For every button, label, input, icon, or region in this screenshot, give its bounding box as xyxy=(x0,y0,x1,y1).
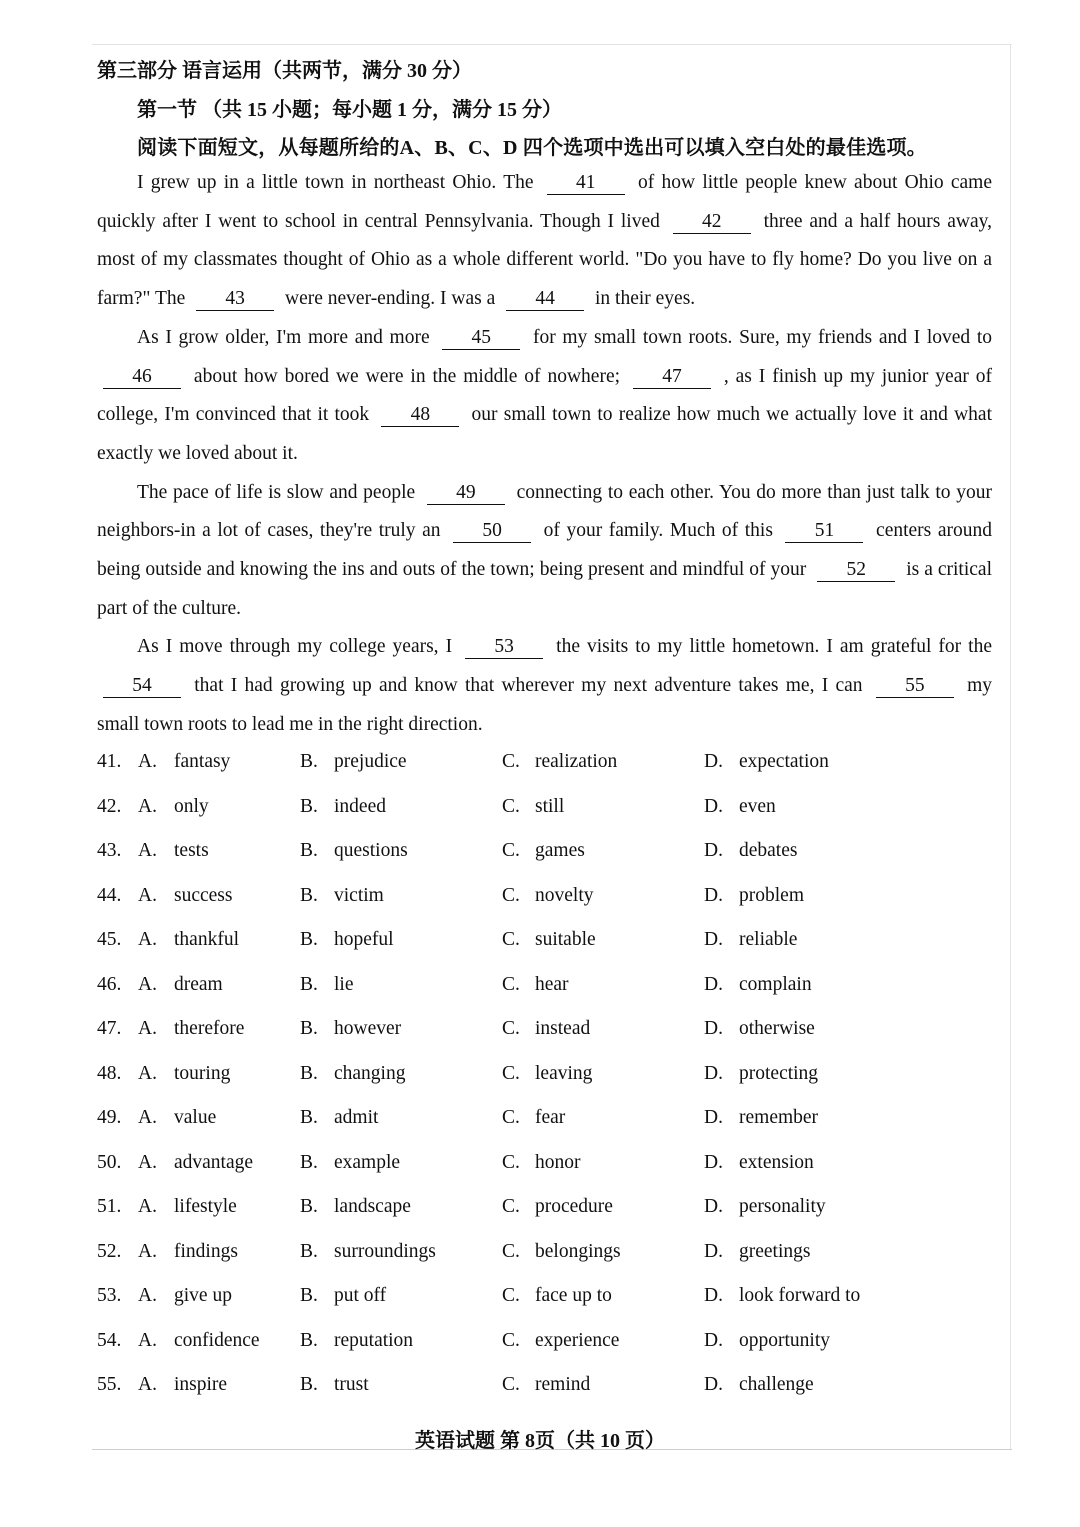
option-b: landscape xyxy=(334,1196,411,1217)
option-letter-c: C. xyxy=(502,1151,520,1173)
option-c: belongings xyxy=(535,1240,621,1262)
option-c: experience xyxy=(535,1329,620,1351)
blank-41: 41 xyxy=(547,172,625,195)
blank-48: 48 xyxy=(381,404,459,427)
option-a: fantasy xyxy=(174,751,231,772)
question-row xyxy=(97,1100,997,1145)
option-letter-d: D. xyxy=(704,929,723,950)
option-c: games xyxy=(535,840,585,861)
option-a: confidence xyxy=(174,1329,260,1351)
option-a: success xyxy=(174,884,233,906)
option-letter-d: D. xyxy=(704,1374,723,1395)
question-number: 53. xyxy=(97,1285,122,1306)
option-letter-d: D. xyxy=(704,973,723,995)
option-letter-c: C. xyxy=(502,840,520,861)
option-c: realization xyxy=(535,751,618,772)
blank-52: 52 xyxy=(817,559,895,582)
option-c: face up to xyxy=(535,1285,612,1306)
option-letter-a: A. xyxy=(138,751,157,772)
option-a: findings xyxy=(174,1240,238,1262)
option-letter-c: C. xyxy=(502,1018,520,1039)
option-letter-a: A. xyxy=(138,884,157,906)
paragraph-4: As I move through my college years, I 53 the visits to my little hometown. I am grateful for the 54 that I had growing up and know that wherever my next adventure takes me, I can 55 my small town roots to lead me in the right direction. xyxy=(97,636,992,735)
option-letter-b: B. xyxy=(300,1151,318,1173)
option-b: indeed xyxy=(334,795,386,817)
option-letter-d: D. xyxy=(704,1018,723,1039)
option-a: dream xyxy=(174,973,223,995)
option-letter-d: D. xyxy=(704,840,723,861)
option-letter-b: B. xyxy=(300,884,318,906)
option-a: advantage xyxy=(174,1151,254,1173)
blank-55: 55 xyxy=(876,675,954,698)
option-b: hopeful xyxy=(334,929,394,950)
option-letter-d: D. xyxy=(704,751,723,772)
option-b: changing xyxy=(334,1062,406,1084)
option-c: still xyxy=(535,795,565,817)
option-letter-b: B. xyxy=(300,973,318,995)
question-row xyxy=(97,1189,997,1234)
option-a: therefore xyxy=(174,1018,245,1039)
question-number: 51. xyxy=(97,1196,122,1217)
question-number: 44. xyxy=(97,884,122,906)
option-b: however xyxy=(334,1018,402,1039)
option-letter-a: A. xyxy=(138,1285,157,1306)
option-d: protecting xyxy=(739,1062,819,1084)
cloze-passage xyxy=(97,164,992,745)
option-a: thankful xyxy=(174,929,239,950)
option-letter-b: B. xyxy=(300,1062,318,1084)
option-c: instead xyxy=(535,1018,591,1039)
option-letter-a: A. xyxy=(138,1374,157,1395)
option-d: opportunity xyxy=(739,1329,830,1351)
option-d: greetings xyxy=(739,1240,811,1262)
blank-51: 51 xyxy=(785,520,863,543)
blank-47: 47 xyxy=(633,366,711,389)
question-row xyxy=(97,1234,997,1279)
option-c: novelty xyxy=(535,884,594,906)
question-number: 42. xyxy=(97,795,122,817)
option-c: honor xyxy=(535,1151,581,1173)
option-letter-c: C. xyxy=(502,795,520,817)
option-c: leaving xyxy=(535,1062,593,1084)
option-c: fear xyxy=(535,1107,566,1128)
question-row xyxy=(97,789,997,834)
option-b: admit xyxy=(334,1107,379,1128)
option-letter-a: A. xyxy=(138,840,157,861)
option-b: questions xyxy=(334,840,408,861)
option-d: even xyxy=(739,795,776,817)
option-b: victim xyxy=(334,884,384,906)
instructions: 阅读下面短文，从每题所给的A、B、C、D 四个选项中选出可以填入空白处的最佳选项。 xyxy=(137,137,927,159)
question-number: 55. xyxy=(97,1374,122,1395)
option-b: prejudice xyxy=(334,751,407,772)
option-b: surroundings xyxy=(334,1240,436,1262)
paragraph-3: The pace of life is slow and people 49 connecting to each other. You do more than just talk to your neighbors-in a lot of cases, they're truly an 50 of your family. Much of this 51 centers around being outside and knowing the ins and outs of the town; being present and mindful of your 52 is a critical part of the culture. xyxy=(97,481,992,619)
option-letter-c: C. xyxy=(502,1062,520,1084)
question-row xyxy=(97,878,997,923)
option-letter-d: D. xyxy=(704,1151,723,1173)
option-letter-b: B. xyxy=(300,795,318,817)
option-letter-c: C. xyxy=(502,751,520,772)
option-letter-d: D. xyxy=(704,1107,723,1128)
question-row xyxy=(97,1278,997,1323)
blank-43: 43 xyxy=(196,288,274,311)
option-d: remember xyxy=(739,1107,819,1128)
option-letter-c: C. xyxy=(502,1285,520,1306)
option-c: procedure xyxy=(535,1196,613,1217)
option-letter-b: B. xyxy=(300,1285,318,1306)
option-a: give up xyxy=(174,1285,232,1306)
option-a: lifestyle xyxy=(174,1196,237,1217)
option-letter-c: C. xyxy=(502,929,520,950)
option-letter-d: D. xyxy=(704,1329,723,1351)
blank-54: 54 xyxy=(103,675,181,698)
option-letter-d: D. xyxy=(704,1240,723,1262)
option-letter-b: B. xyxy=(300,840,318,861)
option-letter-d: D. xyxy=(704,884,723,906)
option-a: tests xyxy=(174,840,209,861)
question-number: 47. xyxy=(97,1018,122,1039)
option-d: challenge xyxy=(739,1374,814,1395)
blank-45: 45 xyxy=(442,327,520,350)
option-letter-a: A. xyxy=(138,973,157,995)
option-letter-a: A. xyxy=(138,1018,157,1039)
blank-46: 46 xyxy=(103,366,181,389)
scan-edge-right xyxy=(1010,44,1011,1449)
option-b: trust xyxy=(334,1374,369,1395)
option-letter-b: B. xyxy=(300,751,318,772)
option-letter-b: B. xyxy=(300,1374,318,1395)
question-row xyxy=(97,1145,997,1190)
option-letter-a: A. xyxy=(138,795,157,817)
option-letter-d: D. xyxy=(704,795,723,817)
question-number: 48. xyxy=(97,1062,122,1084)
option-d: otherwise xyxy=(739,1018,815,1039)
option-letter-c: C. xyxy=(502,1374,520,1395)
blank-50: 50 xyxy=(453,520,531,543)
option-d: problem xyxy=(739,884,804,906)
option-letter-d: D. xyxy=(704,1285,723,1306)
option-c: hear xyxy=(535,973,569,995)
option-letter-a: A. xyxy=(138,929,157,950)
question-row xyxy=(97,1323,997,1368)
question-number: 45. xyxy=(97,929,122,950)
option-letter-c: C. xyxy=(502,884,520,906)
option-a: inspire xyxy=(174,1374,228,1395)
option-letter-a: A. xyxy=(138,1196,157,1217)
option-d: personality xyxy=(739,1196,826,1217)
option-c: remind xyxy=(535,1374,591,1395)
option-d: reliable xyxy=(739,929,798,950)
blank-44: 44 xyxy=(506,288,584,311)
option-c: suitable xyxy=(535,929,596,950)
question-row xyxy=(97,744,997,789)
question-number: 46. xyxy=(97,973,122,995)
option-letter-d: D. xyxy=(704,1062,723,1084)
option-letter-c: C. xyxy=(502,973,520,995)
option-d: look forward to xyxy=(739,1285,861,1306)
option-a: value xyxy=(174,1107,217,1128)
option-d: debates xyxy=(739,840,798,861)
question-row xyxy=(97,1011,997,1056)
question-number: 54. xyxy=(97,1329,122,1351)
option-letter-a: A. xyxy=(138,1151,157,1173)
question-row xyxy=(97,833,997,878)
section-title: 第三部分 语言运用（共两节，满分 30 分） xyxy=(97,60,472,82)
paragraph-1: I grew up in a little town in northeast Ohio. The 41 of how little people knew about Ohio came quickly after I went to school in central Pennsylvania. Though I lived 42 three and a half hours away, most of my classmates thought of Ohio as a whole different world. "Do you have to fly home? Do you live on a farm?" The 43 were never-ending. I was a 44 in their eyes. xyxy=(97,172,992,310)
option-b: lie xyxy=(334,973,354,995)
option-b: put off xyxy=(334,1285,387,1306)
blank-49: 49 xyxy=(427,482,505,505)
option-letter-b: B. xyxy=(300,1240,318,1262)
question-number: 49. xyxy=(97,1107,122,1128)
option-b: reputation xyxy=(334,1329,414,1351)
option-letter-d: D. xyxy=(704,1196,723,1217)
option-letter-c: C. xyxy=(502,1107,520,1128)
question-row xyxy=(97,1367,997,1412)
option-letter-c: C. xyxy=(502,1240,520,1262)
option-letter-b: B. xyxy=(300,929,318,950)
scan-edge-top xyxy=(92,44,1012,45)
question-number: 50. xyxy=(97,1151,122,1173)
option-a: only xyxy=(174,795,209,817)
option-letter-b: B. xyxy=(300,1196,318,1217)
option-letter-a: A. xyxy=(138,1107,157,1128)
option-d: expectation xyxy=(739,751,829,772)
question-row xyxy=(97,1056,997,1101)
option-letter-b: B. xyxy=(300,1107,318,1128)
option-letter-a: A. xyxy=(138,1240,157,1262)
option-letter-a: A. xyxy=(138,1329,157,1351)
option-d: extension xyxy=(739,1151,814,1173)
option-a: touring xyxy=(174,1062,231,1084)
option-letter-a: A. xyxy=(138,1062,157,1084)
question-row xyxy=(97,922,997,967)
question-row xyxy=(97,967,997,1012)
question-number: 41. xyxy=(97,751,122,772)
question-number: 43. xyxy=(97,840,122,861)
page-footer: 英语试题 第 8页（共 10 页） xyxy=(415,1430,665,1452)
answer-options xyxy=(97,744,997,1412)
option-letter-b: B. xyxy=(300,1329,318,1351)
blank-42: 42 xyxy=(673,211,751,234)
option-d: complain xyxy=(739,973,812,995)
paragraph-2: As I grow older, I'm more and more 45 for my small town roots. Sure, my friends and I loved to 46 about how bored we were in the middle of nowhere; 47 , as I finish up my junior year of college, I'm convinced that it took 48 our small town to realize how much we actually love it and what exactly we loved about it. xyxy=(97,326,992,464)
option-letter-b: B. xyxy=(300,1018,318,1039)
blank-53: 53 xyxy=(465,636,543,659)
option-b: example xyxy=(334,1151,401,1173)
part-title: 第一节 （共 15 小题；每小题 1 分，满分 15 分） xyxy=(137,99,562,121)
option-letter-c: C. xyxy=(502,1196,520,1217)
option-letter-c: C. xyxy=(502,1329,520,1351)
question-number: 52. xyxy=(97,1240,122,1262)
